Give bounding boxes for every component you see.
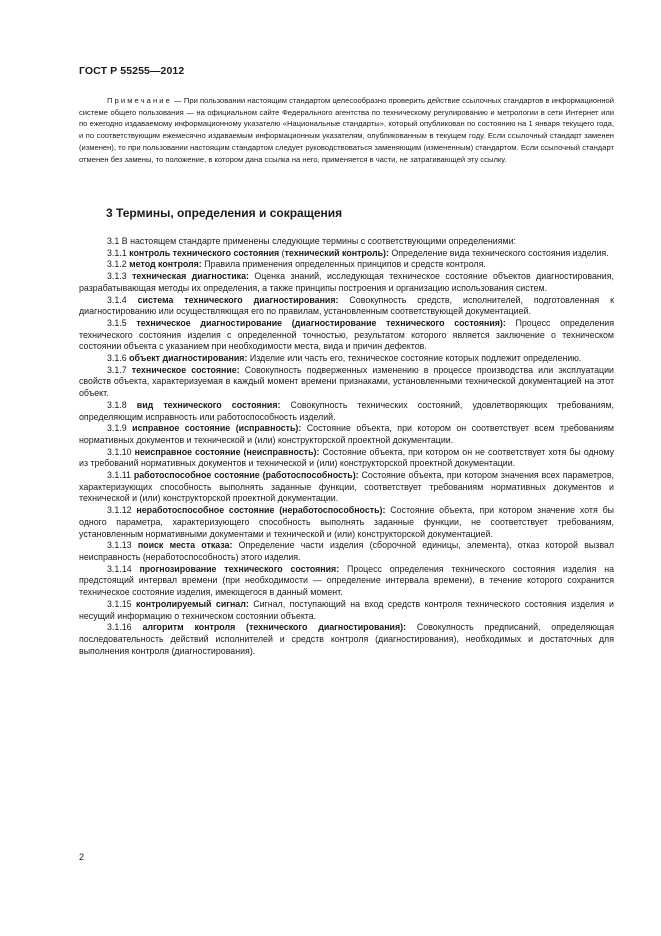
term-paragraph	[79, 564, 614, 599]
term-paragraph	[79, 259, 614, 271]
term-definition: Процесс определения технического состояния изделия на предстоящий интервал времени (при необходимости — определение интервала времени), в течение которого сохранится техническое состояние изделия, имеющегося в данный момент.	[79, 563, 614, 598]
term-name: объект диагностирования:	[129, 353, 248, 364]
term-definition: Определение части изделия (сборочной единицы, элемента), отказ которой вызвал неисправность (неработоспособность) этого изделия.	[79, 540, 615, 562]
term-number: 3.1.12	[107, 505, 132, 516]
note-block	[79, 95, 614, 165]
term-number: 3.1.7	[107, 364, 127, 375]
term-definition: Сигнал, поступающий на вход средств контроля технического состояния изделия и несущий информацию о техническом состоянии объекта.	[79, 598, 614, 621]
term-paragraph	[79, 271, 614, 294]
term-definition: Совокупность технических состояний, удовлетворяющих требованиям, определяющим исправность или работоспособность изделий.	[79, 399, 614, 422]
term-paragraph	[79, 470, 614, 505]
document-header: ГОСТ Р 55255—2012	[79, 65, 185, 77]
term-definition: Правила применения определенных принципов и средств контроля.	[201, 259, 486, 270]
term-number: 3.1.13	[107, 540, 132, 551]
term-definition: Процесс определения технического состояния изделия с определенной точностью, результатом которого является заключение о техническом состоянии объекта с указанием при необходимости места, вида и причин дефектов.	[79, 317, 614, 352]
term-name: поиск места отказа:	[137, 540, 233, 551]
term-definition: Определение вида технического состояния изделия.	[388, 247, 609, 258]
term-number: 3.1.1	[107, 247, 127, 258]
term-number: 3.1.6	[107, 353, 127, 364]
term-paragraph	[79, 540, 614, 563]
term-paragraph	[79, 447, 614, 470]
term-name: техническое состояние:	[131, 364, 240, 375]
term-paren: (	[279, 247, 285, 258]
term-paragraph	[79, 248, 614, 260]
terms-body	[79, 236, 614, 657]
term-paragraph	[79, 353, 614, 365]
term-name: прогнозирование технического состояния:	[139, 563, 340, 574]
term-name: исправное состояние (исправность):	[132, 423, 302, 434]
term-name: система технического диагностирования:	[137, 294, 339, 305]
term-number: 3.1.8	[107, 399, 127, 410]
term-paragraph	[79, 599, 614, 622]
page-number: 2	[79, 852, 85, 862]
term-name: техническая диагностика:	[132, 271, 249, 282]
term-definition: Состояние объекта, при котором он соответствует всем требованиям нормативных документов и технической и (или) конструкторской проектной документации.	[79, 423, 614, 445]
term-definition: Совокупность предписаний, определяющая последовательность действий исполнителей и средств контроля (диагностирования), необходимых и достаточных для выполнения контроля (диагностирования).	[79, 622, 615, 656]
term-number: 3.1.10	[107, 446, 132, 457]
term-name: неисправное состояние (неисправность):	[134, 446, 320, 457]
term-paragraph	[79, 505, 614, 540]
term-definition: Состояние объекта, при котором значения всех параметров, характеризующих способность выполнять заданные функции, соответствует требованиям нормативных документов и технической и (или) конструкторской проектной документации.	[79, 470, 614, 504]
term-number: 3.1.14	[107, 563, 132, 574]
term-number: 3.1.3	[107, 271, 127, 282]
term-paragraph	[79, 423, 614, 446]
term-number: 3.1.2	[107, 259, 127, 270]
term-definition: Совокупность подверженных изменению в процессе производства или эксплуатации свойств объекта, характеризуемая в каждый момент времени признаками, установленными технической документацией на этот объект.	[79, 364, 614, 399]
term-name: неработоспособное состояние (неработоспособность):	[136, 505, 386, 516]
term-number: 3.1.16	[107, 622, 132, 633]
term-name: вид технического состояния:	[136, 399, 281, 410]
term-definition: Оценка знаний, исследующая техническое состояние объектов диагностирования, разрабатывающая методы их определения, а также принципы построения и организацию использования систем.	[79, 271, 614, 293]
term-definition: Состояние объекта, при котором значение хотя бы одного параметра, характеризующего способность выполнять заданные функции, не соответствует требованиям, установленным нормативными документами и технической и (или) конструкторской документацией.	[79, 505, 614, 539]
intro-paragraph: 3.1 В настоящем стандарте применены следующие термины с соответствующими определениями:	[107, 236, 516, 246]
term-paragraph	[79, 400, 614, 423]
term-paragraph	[79, 622, 614, 657]
term-name: контроль технического состояния	[129, 247, 280, 258]
term-number: 3.1.15	[107, 598, 132, 609]
term-paragraph	[79, 365, 614, 400]
term-number: 3.1.4	[107, 294, 127, 305]
term-paragraph	[79, 295, 614, 318]
term-name: работоспособное состояние (работоспособность):	[133, 470, 359, 481]
term-name: метод контроля:	[129, 259, 202, 270]
term-number: 3.1.11	[107, 470, 131, 481]
term-definition: Совокупность средств, исполнителей, подготовленная к диагностированию или осуществляющая его по правилам, установленным соответствующей документацией.	[79, 294, 614, 317]
note-text: — При пользовании настоящим стандартом целесообразно проверить действие ссылочных стандартов в информационной системе общего пользования — на официальном сайте Федерального агентства по техническому регулированию и метрологии в сети Интернет или по ежегодно издаваемому информационному указателю «Национальные стандарты», который опубликован по состоянию на 1 января текущего года, и по соответствующим ежемесячно издаваемым информационным указателям, опубликованным в текущем году. Если ссылочный стандарт заменен (изменен), то при пользовании настоящим стандартом следует руководствоваться заменяющим (измененным) стандартом. Если ссылочный стандарт отменен без замены, то положение, в котором дана ссылка на него, применяется в части, не затрагивающей эту ссылку.	[79, 96, 614, 164]
term-name: алгоритм контроля (технического диагностирования):	[142, 622, 407, 633]
term-definition: Состояние объекта, при котором он не соответствует хотя бы одному из требований нормативных документов и технической и (или) конструкторской проектной документации.	[79, 446, 615, 469]
note-label: Примечание	[107, 96, 172, 105]
term-number: 3.1.5	[107, 317, 127, 328]
section-title: 3 Термины, определения и сокращения	[106, 206, 343, 220]
term-name: контролируемый сигнал:	[136, 598, 249, 609]
term-definition: Изделие или часть его, техническое состояние которых подлежит определению.	[247, 353, 582, 364]
note-paragraph	[79, 95, 614, 165]
term-paragraph	[79, 318, 614, 353]
term-name: техническое диагностирование (диагностирование технического состояния):	[136, 317, 506, 328]
term-number: 3.1.9	[107, 423, 127, 434]
term-name-alt: технический контроль):	[284, 247, 389, 258]
